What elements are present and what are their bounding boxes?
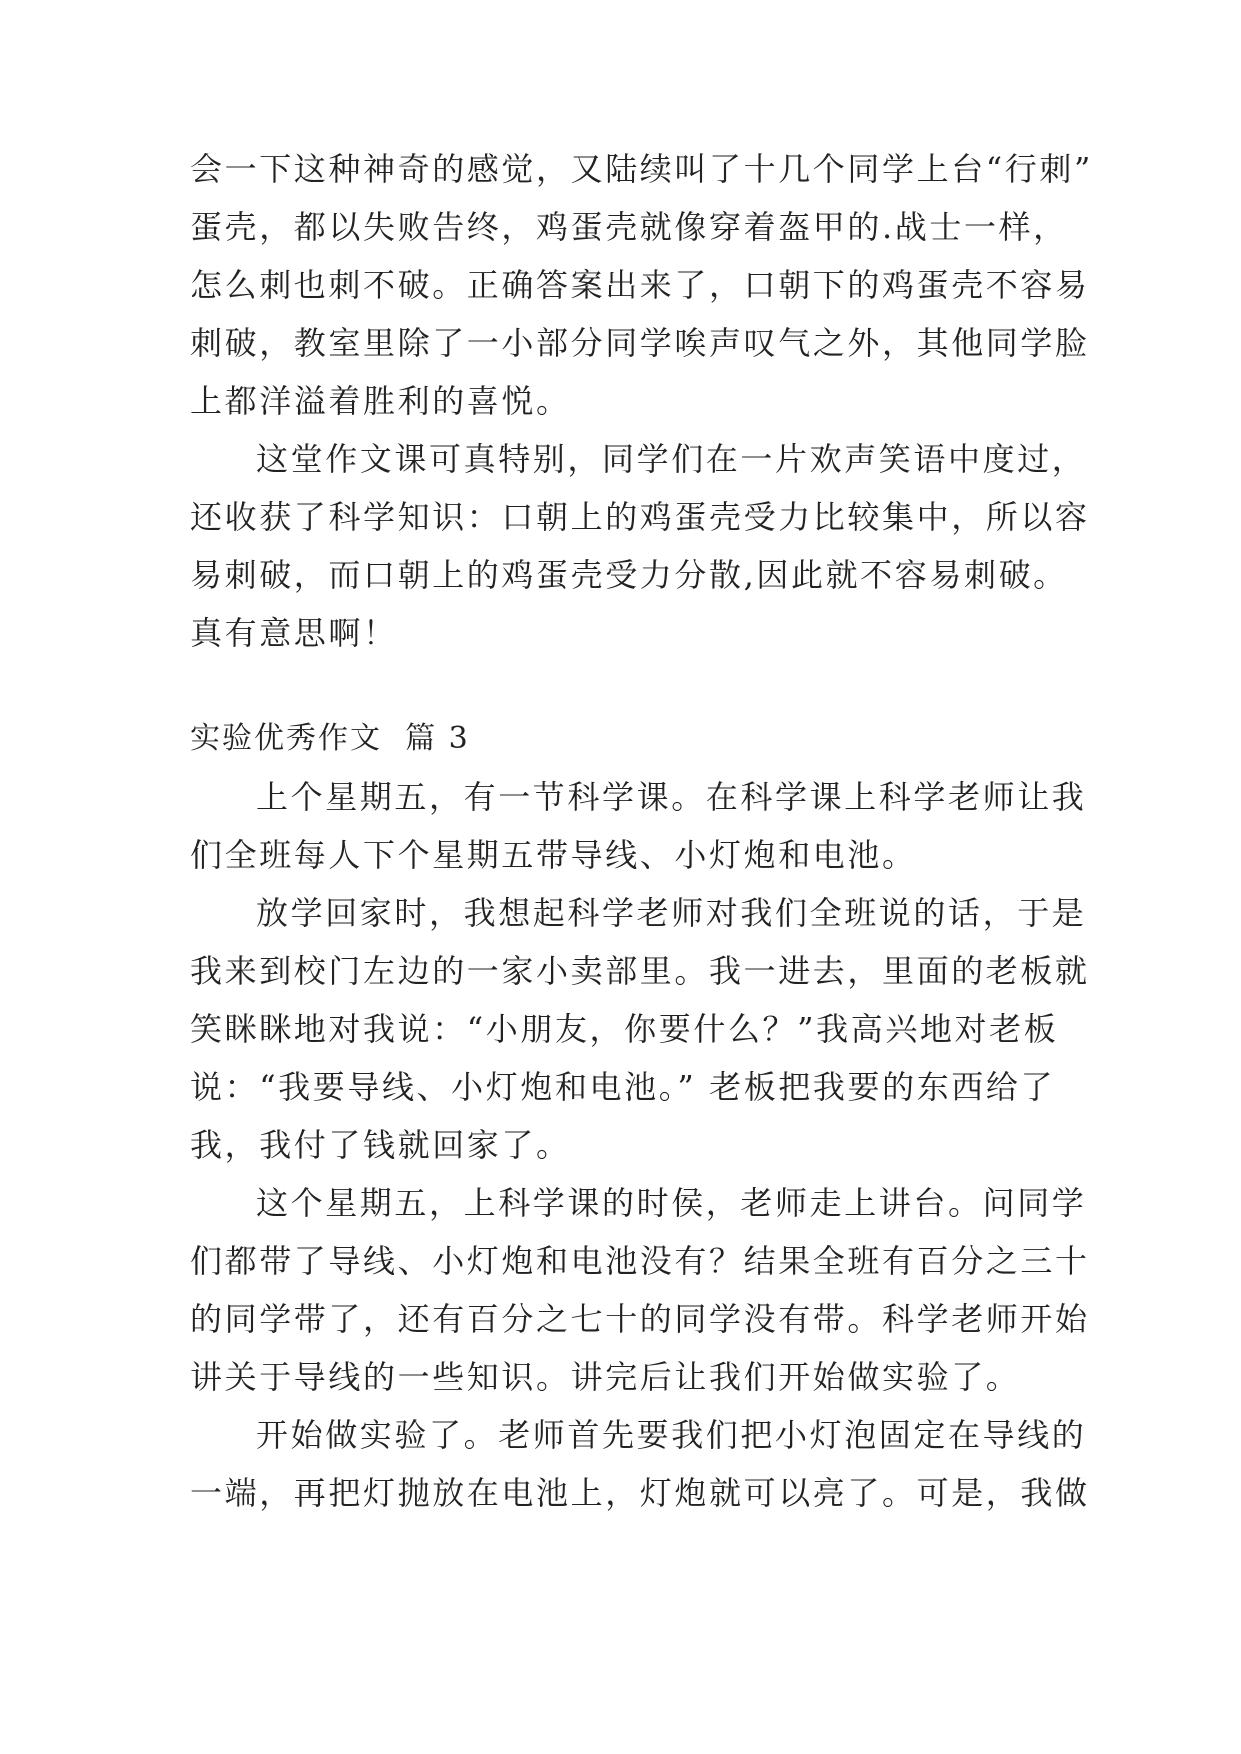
text-line: 怎么刺也刺不破。正确答案出来了，口朝下的鸡蛋壳不容易 xyxy=(190,266,1090,304)
paragraph-6 xyxy=(190,1406,1090,1522)
text-line: 的同学带了，还有百分之七十的同学没有带。科学老师开始 xyxy=(190,1300,1090,1338)
text-line: 开始做实验了。老师首先要我们把小灯泡固定在导线的 xyxy=(256,1416,1087,1454)
paragraph-1 xyxy=(190,140,1093,430)
text-line: 还收获了科学知识：口朝上的鸡蛋壳受力比较集中，所以容 xyxy=(190,498,1090,536)
paragraph-4 xyxy=(190,884,1090,1174)
text-line: 上都洋溢着胜利的喜悦。 xyxy=(190,382,571,420)
paragraph-2 xyxy=(190,430,1090,662)
text-line: 我来到校门左边的一家小卖部里。我一进去，里面的老板就 xyxy=(190,952,1090,990)
text-line: 放学回家时，我想起科学老师对我们全班说的话，于是 xyxy=(256,894,1087,932)
text-line: 蛋壳，都以失败告终，鸡蛋壳就像穿着盔甲的.战士一样， xyxy=(190,208,1068,246)
text-line: 上个星期五，有一节科学课。在科学课上科学老师让我 xyxy=(256,778,1087,816)
section-gap xyxy=(190,662,1060,710)
text-line: 会一下这种神奇的感觉，又陆续叫了十几个同学上台“行刺” xyxy=(190,150,1093,188)
text-line: 说：“我要导线、小灯炮和电池。” 老板把我要的东西给了 xyxy=(190,1068,1056,1106)
text-line: 刺破，教室里除了一小部分同学唉声叹气之外，其他同学脸 xyxy=(190,324,1090,362)
paragraph-5 xyxy=(190,1174,1090,1406)
section-heading: 实验优秀作文 篇 3 xyxy=(190,721,470,756)
text-line: 一端，再把灯抛放在电池上，灯炮就可以亮了。可是，我做 xyxy=(190,1474,1090,1512)
text-line: 真有意思啊！ xyxy=(190,614,398,652)
paragraph-3 xyxy=(190,768,1087,884)
text-line: 笑眯眯地对我说：“小朋友，你要什么？”我高兴地对老板 xyxy=(190,1010,1059,1048)
text-line: 这堂作文课可真特别，同学们在一片欢声笑语中度过， xyxy=(256,440,1087,478)
document-body xyxy=(190,140,1093,1522)
text-line: 易刺破，而口朝上的鸡蛋壳受力分散,因此就不容易刺破。 xyxy=(190,556,1068,594)
text-line: 这个星期五，上科学课的时侯，老师走上讲台。问同学 xyxy=(256,1184,1087,1222)
text-line: 们全班每人下个星期五带导线、小灯炮和电池。 xyxy=(190,836,917,874)
text-line: 我，我付了钱就回家了。 xyxy=(190,1126,571,1164)
text-line: 们都带了导线、小灯炮和电池没有？结果全班有百分之三十 xyxy=(190,1242,1090,1280)
text-line: 讲关于导线的一些知识。讲完后让我们开始做实验了。 xyxy=(190,1358,1021,1396)
